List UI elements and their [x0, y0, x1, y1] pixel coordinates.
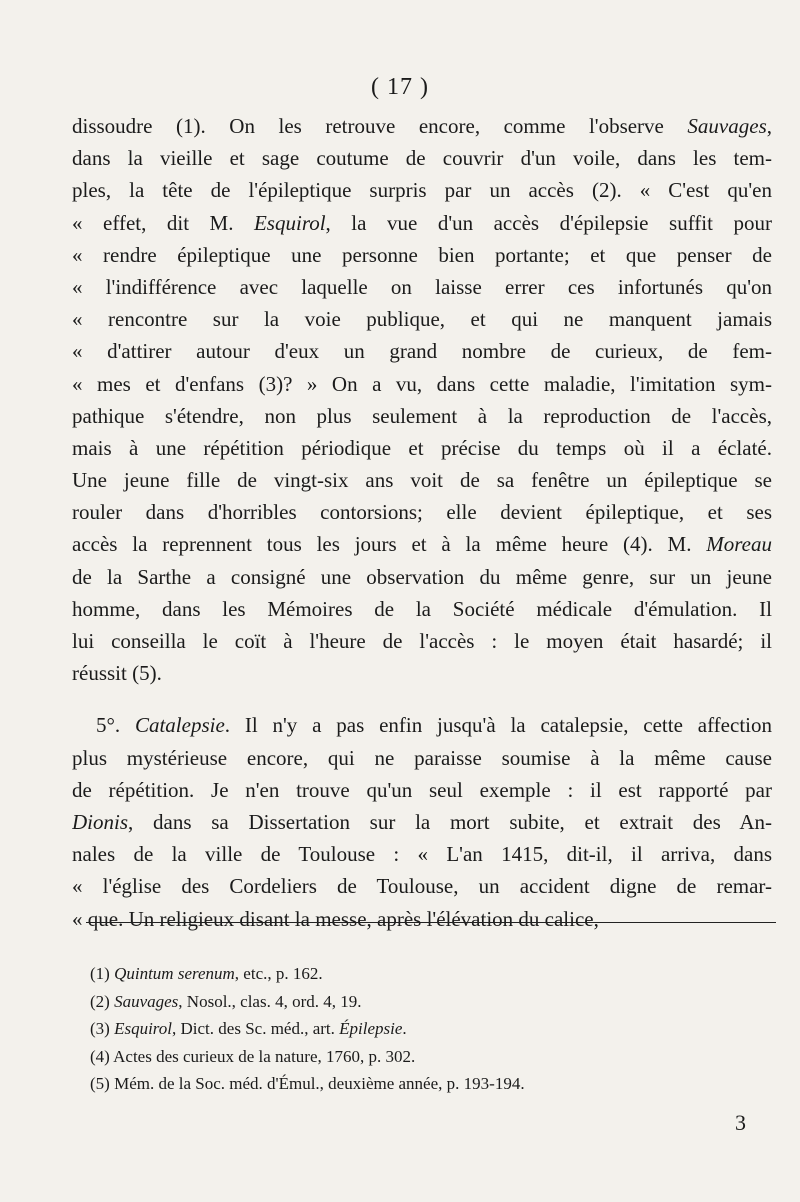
- italic-text: Quintum serenum: [114, 964, 235, 983]
- text-segment: nales de la ville de Toulouse : « L'an 1415, dit-il, il arriva, dans: [72, 842, 772, 867]
- italic-text: Épilepsie: [339, 1019, 403, 1038]
- text-segment: (2): [90, 991, 115, 1011]
- italic-text: Sauvages: [687, 114, 767, 138]
- text-segment: rouler dans d'horribles contorsions; elle devient épileptique, et ses: [72, 500, 772, 525]
- text-segment: mais à une répétition périodique et précise du temps où il a éclaté.: [72, 435, 772, 460]
- text-line: [72, 174, 772, 206]
- text-line: [72, 742, 772, 774]
- text-line: [72, 561, 772, 593]
- text-line: [72, 271, 772, 303]
- footnote: [90, 988, 750, 1016]
- page-number: ( 17 ): [371, 74, 429, 100]
- text-segment: « rencontre sur la voie publique, et qui ne manquent jamais: [72, 307, 772, 332]
- text-segment: réussit (5).: [72, 661, 162, 686]
- text-segment: .: [402, 1019, 407, 1038]
- text-line: [72, 303, 772, 335]
- text-line: [72, 903, 772, 935]
- text-segment: , Dict. des Sc. méd., art.: [172, 1019, 340, 1038]
- text-segment: « l'indifférence avec laquelle on laisse errer ces infortunés qu'on: [72, 274, 772, 299]
- text-segment: Une jeune fille de vingt-six ans voit de sa fenêtre un épileptique se: [72, 468, 772, 493]
- text-segment: (5) Mém. de la Soc. méd. d'Émul., deuxième année, p. 193-194.: [90, 1074, 525, 1093]
- text-line: [72, 368, 772, 400]
- text-line: [72, 774, 772, 806]
- text-segment: dans la vieille et sage coutume de couvrir d'un voile, dans les tem-: [72, 146, 772, 171]
- text-line: [72, 432, 772, 464]
- text-line: [72, 625, 772, 657]
- text-line: [72, 239, 772, 271]
- footnote-rule: [86, 922, 776, 923]
- text-segment: , dans sa Dissertation sur la mort subite, et extrait des An-: [128, 809, 772, 834]
- text-segment: (3): [90, 1019, 115, 1038]
- text-segment: de répétition. Je n'en trouve qu'un seul exemple : il est rapporté par: [72, 777, 772, 802]
- text-segment: « effet, dit M.: [72, 210, 254, 235]
- text-line: [72, 593, 772, 625]
- text-segment: . Il n'y a pas enfin jusqu'à la catalepsie, cette affection: [224, 713, 772, 738]
- footnote: [90, 960, 750, 988]
- text-segment: « rendre épileptique une personne bien portante; et que penser de: [72, 242, 772, 267]
- text-line: [72, 838, 772, 870]
- text-segment: (4) Actes des curieux de la nature, 1760, p. 302.: [90, 1046, 416, 1066]
- footnote: [90, 1015, 750, 1043]
- body-text: [72, 110, 772, 935]
- italic-text: Esquirol: [114, 1019, 173, 1038]
- italic-text: Dionis: [72, 809, 129, 834]
- text-line: [72, 464, 772, 496]
- text-line: [72, 142, 772, 174]
- footnote: [90, 1070, 750, 1098]
- text-line: [72, 110, 772, 142]
- footnotes: [90, 960, 750, 1098]
- text-line: [72, 806, 772, 838]
- italic-text: Moreau: [706, 532, 772, 557]
- text-segment: 5°.: [96, 713, 135, 738]
- footnote: [90, 1043, 750, 1071]
- text-segment: ,: [766, 114, 772, 138]
- text-segment: de la Sarthe a consigné une observation du même genre, sur un jeune: [72, 564, 772, 589]
- text-line: [72, 528, 772, 560]
- text-segment: accès la reprennent tous les jours et à la même heure (4). M.: [72, 532, 707, 557]
- text-line: [72, 709, 772, 741]
- text-segment: « d'attirer autour d'eux un grand nombre de curieux, de fem-: [72, 339, 772, 364]
- paragraph-1: [72, 110, 772, 689]
- text-segment: , la vue d'un accès d'épilepsie suffit pour: [325, 210, 772, 235]
- text-segment: (1): [90, 964, 115, 983]
- text-line: [72, 657, 772, 689]
- text-segment: homme, dans les Mémoires de la Société médicale d'émulation. Il: [72, 596, 772, 621]
- text-line: [72, 400, 772, 432]
- text-line: [72, 335, 772, 367]
- italic-text: Esquirol: [253, 210, 326, 235]
- italic-text: Sauvages: [114, 991, 179, 1011]
- text-segment: plus mystérieuse encore, qui ne paraisse soumise à la même cause: [72, 745, 772, 770]
- signature-mark: 3: [735, 1110, 746, 1135]
- text-segment: pathique s'étendre, non plus seulement à la reproduction de l'accès,: [72, 403, 772, 428]
- text-segment: , Nosol., clas. 4, ord. 4, 19.: [178, 991, 362, 1011]
- text-segment: « l'église des Cordeliers de Toulouse, un accident digne de remar-: [72, 874, 772, 899]
- text-segment: dissoudre (1). On les retrouve encore, comme l'observe: [72, 114, 688, 138]
- text-line: [72, 207, 772, 239]
- text-line: [72, 496, 772, 528]
- paragraph-2: [72, 709, 772, 934]
- text-line: [72, 870, 772, 902]
- text-segment: « que. Un religieux disant la messe, après l'élévation du calice,: [72, 906, 599, 931]
- text-segment: lui conseilla le coït à l'heure de l'accès : le moyen était hasardé; il: [72, 629, 772, 653]
- text-segment: , etc., p. 162.: [234, 964, 323, 983]
- text-segment: « mes et d'enfans (3)? » On a vu, dans cette maladie, l'imitation sym-: [72, 371, 772, 396]
- text-segment: ples, la tête de l'épileptique surpris par un accès (2). « C'est qu'en: [72, 178, 772, 203]
- italic-text: Catalepsie: [134, 713, 225, 738]
